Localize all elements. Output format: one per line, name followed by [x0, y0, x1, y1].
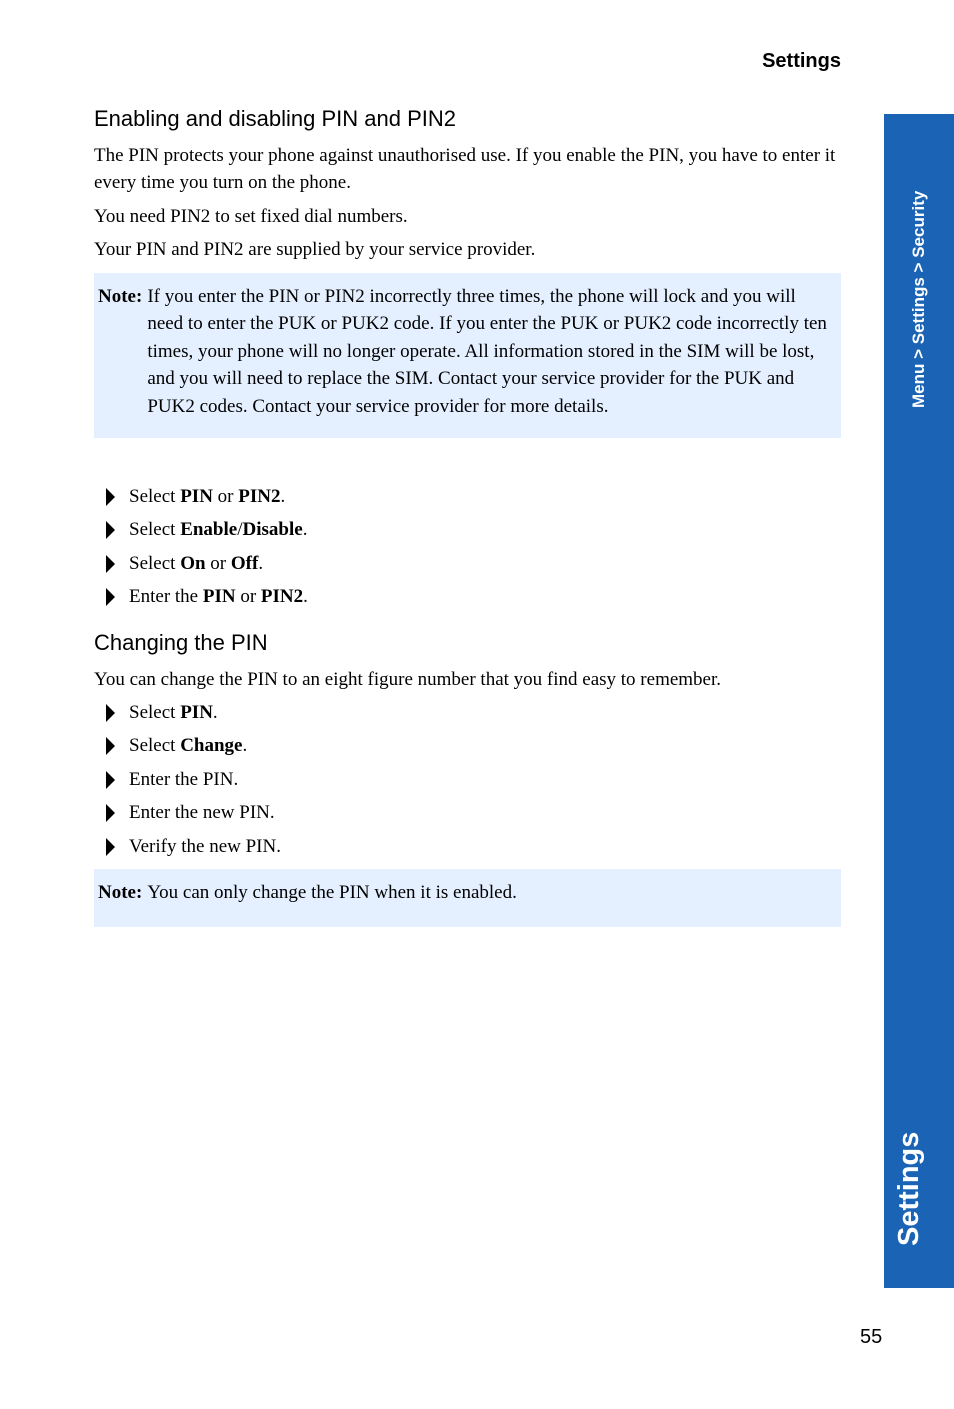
step-item: Enter the new PIN.	[94, 796, 841, 829]
arrow-right-icon	[106, 555, 115, 573]
arrow-right-icon	[106, 588, 115, 606]
page-number: 55	[860, 1326, 883, 1348]
side-tab-title: Settings	[893, 1131, 925, 1246]
note-label: Note:	[98, 882, 143, 903]
step-item: Enter the PIN or PIN2.	[94, 580, 841, 613]
arrow-right-icon	[106, 737, 115, 755]
steps-list-change	[94, 696, 841, 863]
step-item: Verify the new PIN.	[94, 830, 841, 863]
arrow-right-icon	[106, 771, 115, 789]
change-pin-paragraph: You can change the PIN to an eight figure number that you find easy to remember.	[94, 669, 722, 690]
step-item: Select Change.	[94, 729, 841, 762]
step-item: Enter the PIN.	[94, 763, 841, 796]
note-box-change-pin	[94, 869, 841, 927]
note-text: You can only change the PIN when it is enabled.	[147, 882, 517, 903]
intro-paragraph: The PIN protects your phone against unauthorised use. If you enable the PIN, you have to enter it every time you turn on the phone.	[94, 145, 836, 193]
note-box-puk	[94, 273, 841, 438]
side-breadcrumb: Menu > Settings > Security	[909, 190, 928, 408]
step-item: Select On or Off.	[94, 547, 841, 580]
step-item: Select PIN.	[94, 696, 841, 729]
steps-list-enable	[94, 480, 841, 614]
pin2-paragraph: You need PIN2 to set fixed dial numbers.	[94, 206, 408, 227]
note-label: Note:	[98, 286, 143, 307]
arrow-right-icon	[106, 838, 115, 856]
section-heading-change-pin: Changing the PIN	[94, 630, 268, 655]
section-heading-enable-pin: Enabling and disabling PIN and PIN2	[94, 106, 457, 131]
arrow-right-icon	[106, 521, 115, 539]
step-item: Select PIN or PIN2.	[94, 480, 841, 513]
step-item: Select Enable/Disable.	[94, 513, 841, 546]
arrow-right-icon	[106, 488, 115, 506]
provider-paragraph: Your PIN and PIN2 are supplied by your service provider.	[94, 239, 536, 260]
running-header: Settings	[762, 50, 841, 72]
arrow-right-icon	[106, 804, 115, 822]
note-text: If you enter the PIN or PIN2 incorrectly three times, the phone will lock and you will need to enter the PUK or PUK2 code. If you enter the PUK or PUK2 code incorrectly ten times, your phone will no longer operate. All information stored in the SIM will be lost, and you will need to replace the SIM. Contact your service provider for the PUK and PUK2 codes. Contact your service provider for more details.	[147, 286, 827, 417]
arrow-right-icon	[106, 704, 115, 722]
